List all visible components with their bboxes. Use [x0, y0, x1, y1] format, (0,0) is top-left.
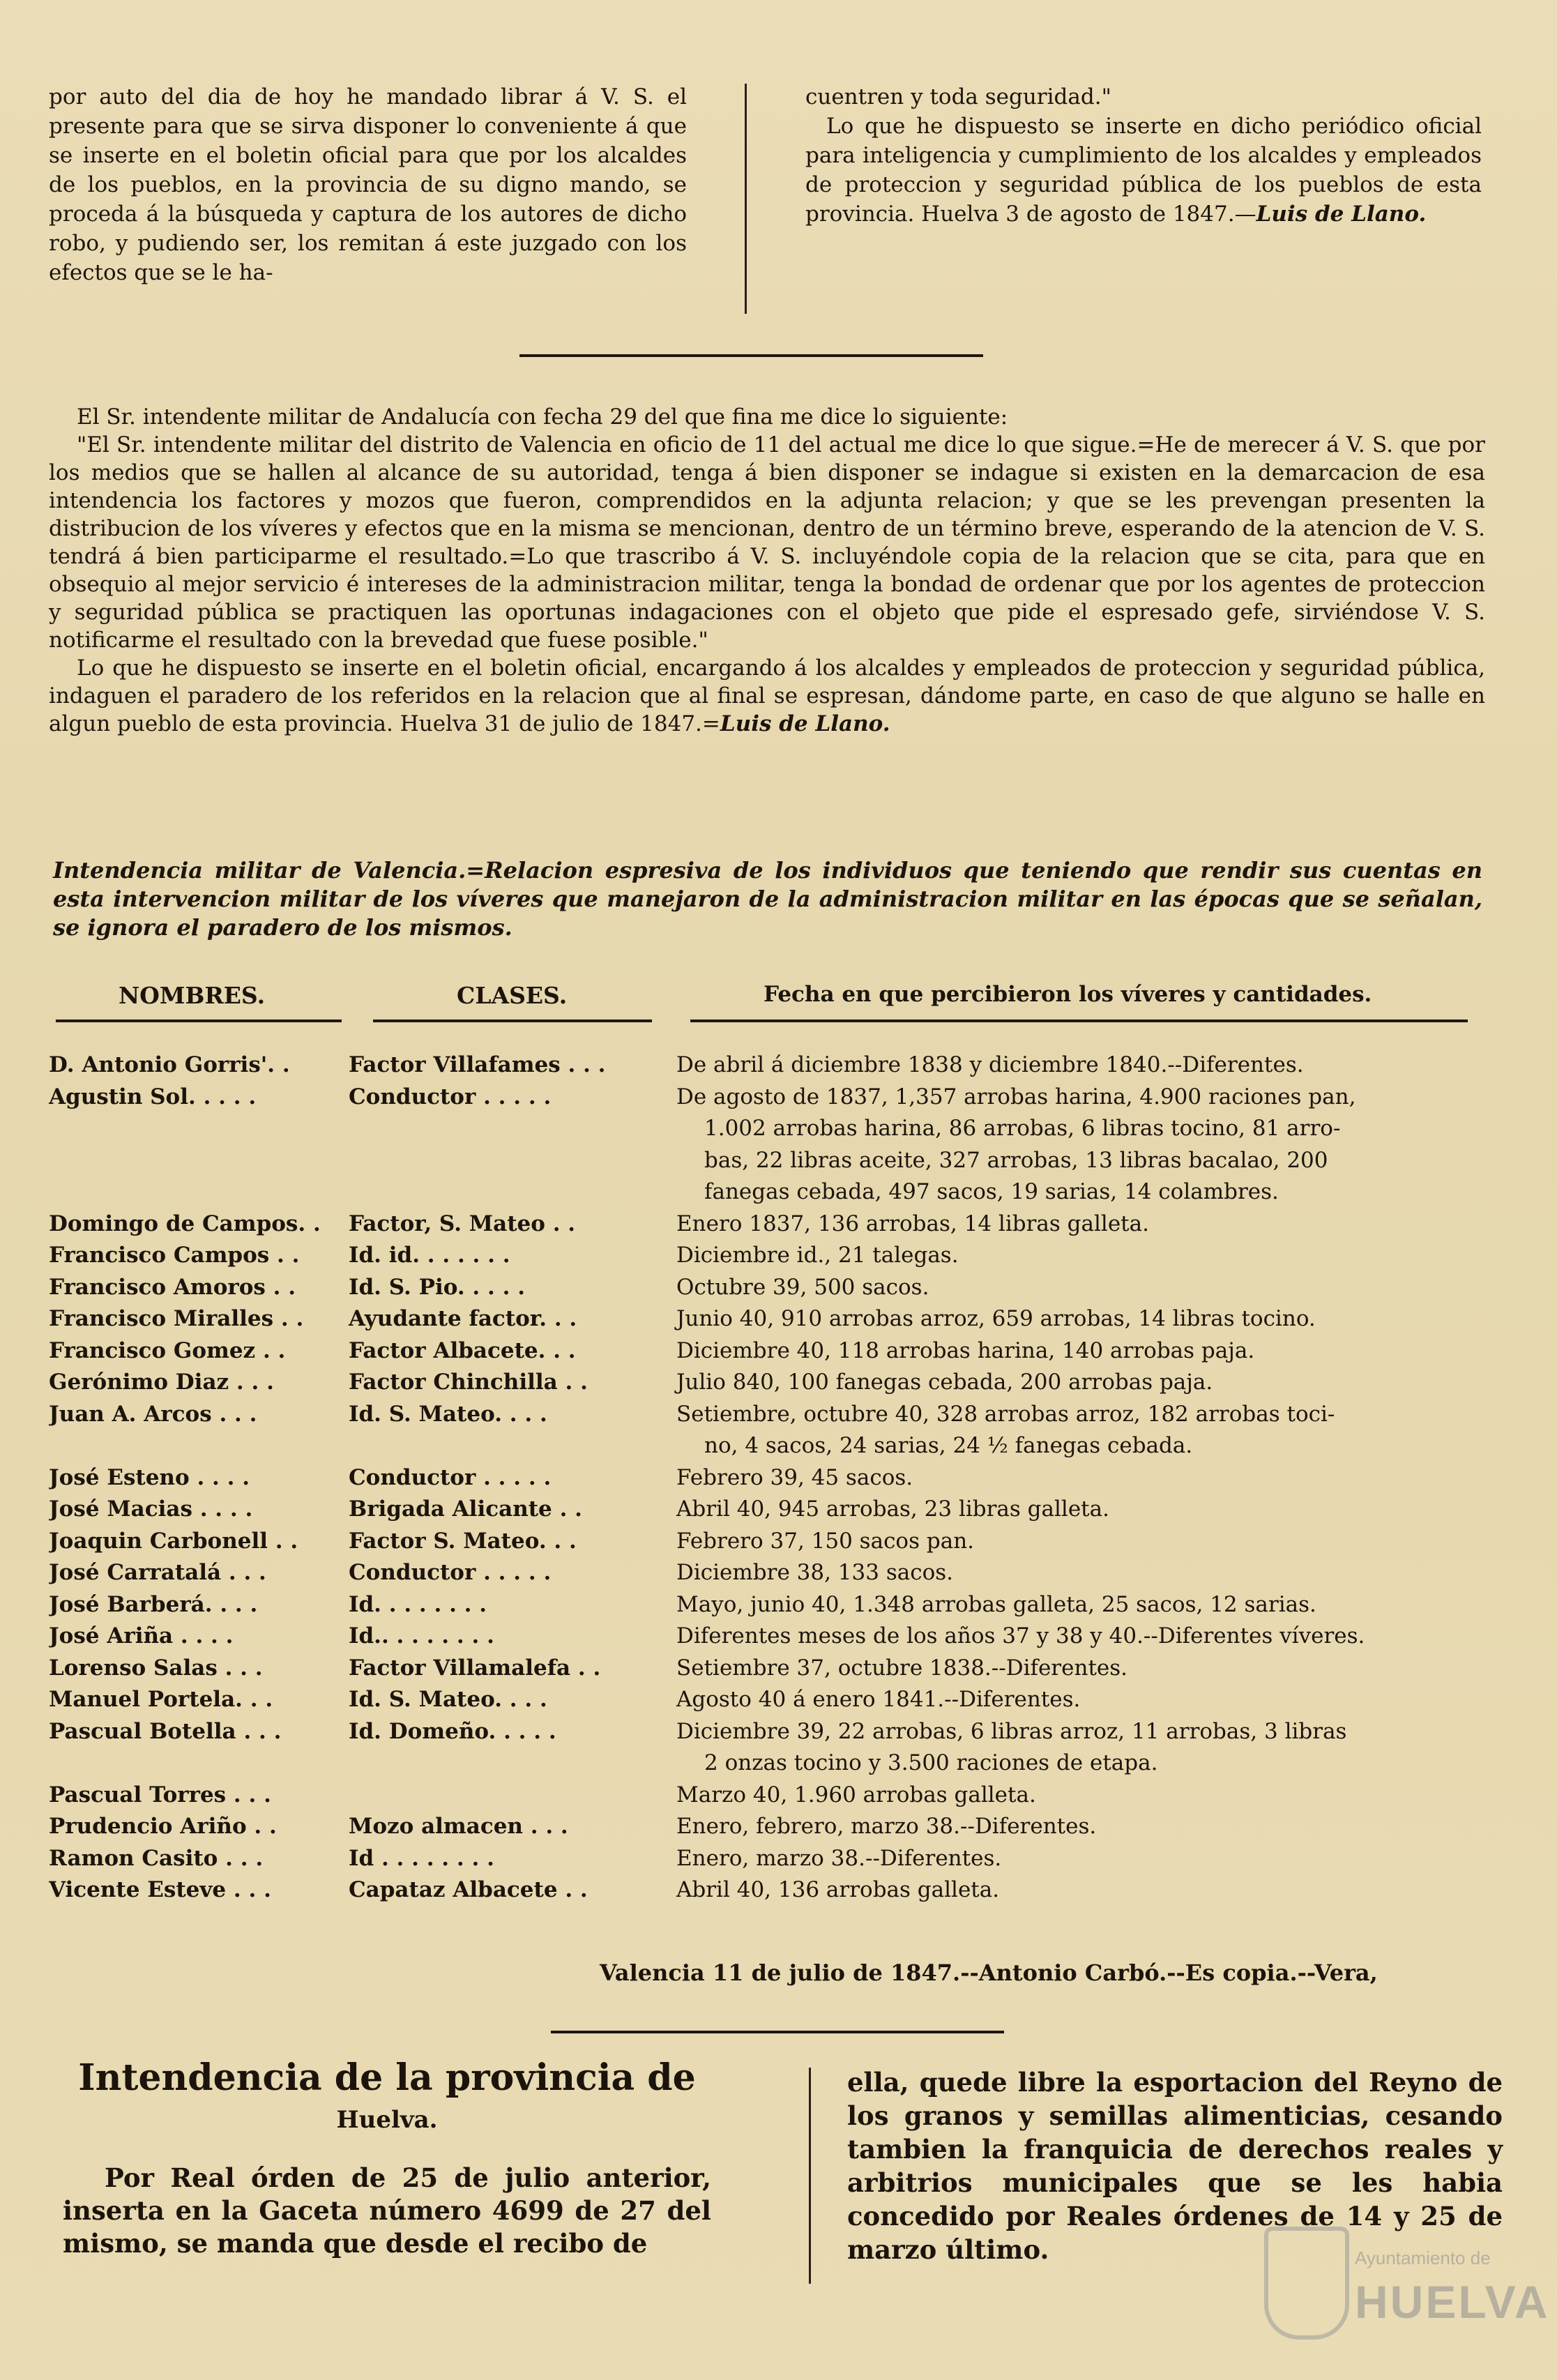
table-row — [49, 1367, 1499, 1399]
row-fecha-line: Enero, febrero, marzo 38.--Diferentes. — [676, 1814, 1097, 1839]
row-fecha-line: Setiembre 37, octubre 1838.--Diferentes. — [676, 1655, 1128, 1681]
row-clase: Id. . . . . . . . — [349, 1591, 487, 1617]
row-fecha-line: Abril 40, 945 arrobas, 23 libras galleta. — [676, 1496, 1109, 1522]
top-right-text: Lo que he dispuesto se inserte en dicho periódico oficial para inteligencia y cumplimiento de los alcaldes y empleados de proteccion y seguridad pública de los pueblos de esta provincia. Huelva 3 de agosto de 1847.— — [805, 114, 1482, 227]
table-row — [49, 1494, 1499, 1526]
row-name: Domingo de Campos. . — [49, 1211, 321, 1236]
row-clase: Id . . . . . . . . — [349, 1845, 494, 1871]
row-fecha-line: Diciembre id., 21 talegas. — [676, 1243, 959, 1268]
row-fecha-line: Junio 40, 910 arrobas arroz, 659 arrobas, 14 libras tocino. — [676, 1306, 1316, 1331]
intendente-p3: Lo que he dispuesto se inserte en el boletin oficial, encargando á los alcaldes y empleados de proteccion y seguridad pública, indaguen el paradero de los referidos en la relacion que al final se espresan, dándome parte, en caso de que alguno se halle en algun pueblo de esta provincia. Huelva 31 de julio de 1847.= — [49, 655, 1485, 736]
row-fecha — [669, 1874, 1499, 1907]
row-name: Francisco Miralles . . — [49, 1306, 304, 1331]
intendente-p3-signature: Luis de Llano. — [720, 711, 890, 736]
row-fecha — [669, 1240, 1499, 1272]
table-row — [49, 1272, 1499, 1304]
row-clase: Factor, S. Mateo . . — [349, 1211, 576, 1236]
row-fecha-line: Mayo, junio 40, 1.348 arrobas galleta, 25 sacos, 12 sarias. — [676, 1591, 1316, 1617]
row-clase: Factor Albacete. . . — [349, 1337, 576, 1363]
row-clase: Brigada Alicante . . — [349, 1496, 582, 1522]
row-fecha-line: fanegas cebada, 497 sacos, 19 sarias, 14 colambres. — [704, 1179, 1279, 1204]
table-row — [49, 1780, 1499, 1812]
row-fecha-line: Marzo 40, 1.960 arrobas galleta. — [676, 1782, 1036, 1807]
table-row — [49, 1526, 1499, 1558]
top-right-column — [805, 82, 1482, 229]
top-left-column — [49, 82, 687, 287]
row-fecha — [669, 1716, 1499, 1780]
table-row — [49, 1653, 1499, 1685]
huelva-right-text: ella, quede libre la esportacion del Reyno de los granos y semillas alimenticias, cesando tambien la franquicia de derechos reales y arbitrios municipales que se les habia concedido por Reales órdenes de 14 y 25 de marzo último. — [847, 2067, 1503, 2265]
row-fecha — [669, 1399, 1499, 1462]
table-signature: Valencia 11 de julio de 1847.--Antonio Carbó.--Es copia.--Vera, — [600, 1960, 1378, 1986]
table-row — [49, 1049, 1499, 1082]
huelva-left-text: Por Real órden de 25 de julio anterior, inserta en la Gaceta número 4699 de 27 del mismo, se manda que desde el recibo de — [63, 2162, 711, 2259]
row-name: Prudencio Ariño . . — [49, 1814, 277, 1839]
row-fecha — [669, 1589, 1499, 1621]
row-fecha-line: Enero, marzo 38.--Diferentes. — [676, 1845, 1002, 1871]
header-underline-nombres — [56, 1020, 342, 1022]
header-underline-clases — [373, 1020, 652, 1022]
row-clase: Factor Chinchilla . . — [349, 1370, 588, 1395]
row-fecha — [669, 1843, 1499, 1875]
row-fecha — [669, 1684, 1499, 1716]
row-fecha — [669, 1494, 1499, 1526]
table-row — [49, 1399, 1499, 1462]
table-row — [49, 1589, 1499, 1621]
row-clase: Factor S. Mateo. . . — [349, 1528, 577, 1554]
row-clase: Id. Domeño. . . . . — [349, 1718, 556, 1744]
intendente-block — [49, 403, 1485, 738]
row-fecha-line: De abril á diciembre 1838 y diciembre 1840.--Diferentes. — [676, 1052, 1304, 1077]
bottom-column-divider — [809, 2068, 811, 2284]
row-name: Gerónimo Diaz . . . — [49, 1370, 274, 1395]
row-fecha-line: Octubre 39, 500 sacos. — [676, 1274, 929, 1300]
section-title: Intendencia de la provincia de — [78, 2056, 696, 2099]
row-fecha-line: Diciembre 38, 133 sacos. — [676, 1560, 954, 1585]
row-clase — [342, 1780, 669, 1812]
row-name: José Macias . . . . — [49, 1496, 253, 1522]
table-row — [49, 1208, 1499, 1241]
table-row — [49, 1240, 1499, 1272]
row-clase: Ayudante factor. . . — [349, 1306, 577, 1331]
row-name: Juan A. Arcos . . . — [49, 1401, 257, 1427]
row-fecha-line: 1.002 arrobas harina, 86 arrobas, 6 libras tocino, 81 arro- — [704, 1116, 1341, 1141]
table-row — [49, 1716, 1499, 1780]
header-fecha: Fecha en que percibieron los víveres y cantidades. — [764, 982, 1372, 1007]
row-fecha-line: bas, 22 libras aceite, 327 arrobas, 13 libras bacalao, 200 — [704, 1147, 1328, 1173]
row-clase: Id. S. Mateo. . . . — [349, 1687, 547, 1712]
header-underline-fecha — [690, 1020, 1468, 1022]
column-divider — [745, 84, 747, 314]
row-name: Francisco Amoros . . — [49, 1274, 296, 1300]
header-nombres: NOMBRES. — [119, 982, 266, 1009]
row-fecha — [669, 1621, 1499, 1653]
row-fecha — [669, 1526, 1499, 1558]
individuals-table — [49, 1049, 1499, 1907]
table-row — [49, 1684, 1499, 1716]
row-clase: Factor Villamalefa . . — [349, 1655, 601, 1681]
row-name: D. Antonio Gorris'. . — [49, 1052, 290, 1077]
section-rule-2 — [551, 2031, 1004, 2033]
row-clase: Factor Villafames . . . — [349, 1052, 606, 1077]
row-fecha — [669, 1653, 1499, 1685]
huelva-left-column — [63, 2162, 711, 2260]
relacion-heading — [53, 856, 1482, 942]
row-name: Ramon Casito . . . — [49, 1845, 264, 1871]
table-row — [49, 1557, 1499, 1589]
table-row — [49, 1811, 1499, 1843]
row-fecha — [669, 1367, 1499, 1399]
row-fecha-line: Agosto 40 á enero 1841.--Diferentes. — [676, 1687, 1081, 1712]
row-name: José Carratalá . . . — [49, 1560, 266, 1585]
row-clase: Id. id. . . . . . . — [349, 1243, 510, 1268]
row-name: Agustin Sol. . . . . — [49, 1084, 257, 1109]
header-clases: CLASES. — [457, 982, 568, 1009]
row-clase: Id.. . . . . . . . — [349, 1623, 494, 1648]
row-clase: Mozo almacen . . . — [349, 1814, 568, 1839]
watermark — [1264, 2220, 1550, 2352]
row-clase: Conductor . . . . . — [349, 1464, 552, 1490]
row-fecha — [669, 1335, 1499, 1367]
row-clase: Conductor . . . . . — [349, 1084, 552, 1109]
row-fecha-line: no, 4 sacos, 24 sarias, 24 ½ fanegas cebada. — [704, 1433, 1193, 1458]
row-fecha-line: Diciembre 40, 118 arrobas harina, 140 arrobas paja. — [676, 1337, 1255, 1363]
table-row — [49, 1335, 1499, 1367]
row-fecha — [669, 1272, 1499, 1304]
row-clase: Id. S. Mateo. . . . — [349, 1401, 547, 1427]
row-name: Vicente Esteve . . . — [49, 1877, 271, 1902]
row-fecha-line: De agosto de 1837, 1,357 arrobas harina, 4.900 raciones pan, — [676, 1084, 1356, 1109]
top-right-line1: cuentren y toda seguridad." — [805, 84, 1111, 109]
row-name: Pascual Botella . . . — [49, 1718, 282, 1744]
row-fecha-line: Diciembre 39, 22 arrobas, 6 libras arroz, 11 arrobas, 3 libras — [676, 1718, 1347, 1744]
section-rule-1 — [519, 354, 983, 357]
intendente-p2: "El Sr. intendente militar del distrito de Valencia en oficio de 11 del actual me dice lo que sigue.=He de merecer á V. S. que por los medios que se hallen al alcance de su autoridad, tenga á bien disponer se indague si existen en la demarcacion de esa intendencia los factores y mozos que fueron, comprendidos en la adjunta relacion; y que se les prevengan presenten la distribucion de los víveres y efectos que en la misma se mencionan, dentro de un término breve, esperando de la atencion de V. S. tendrá á bien participarme el resultado.=Lo que trascribo á V. S. incluyéndole copia de la relacion que se cita, para que en obsequio al mejor servicio é intereses de la administracion militar, tenga la bondad de ordenar que por los agentes de proteccion y seguridad pública se practiquen las oportunas indagaciones con el objeto que pide el espresado gefe, sirviéndose V. S. notificarme el resultado con la brevedad que fuese posible." — [49, 432, 1485, 653]
row-fecha — [669, 1303, 1499, 1335]
row-fecha — [669, 1049, 1499, 1082]
intendente-p1: El Sr. intendente militar de Andalucía con fecha 29 del que fina me dice lo siguiente: — [77, 404, 1008, 430]
row-fecha — [669, 1082, 1499, 1208]
row-name: Francisco Campos . . — [49, 1243, 300, 1268]
top-left-text: por auto del dia de hoy he mandado librar á V. S. el presente para que se sirva disponer lo conveniente á que se inserte en el boletin oficial para que por los alcaldes de los pueblos, en la provincia de su digno mando, se proceda á la búsqueda y captura de los autores de dicho robo, y pudiendo ser, los remitan á este juzgado con los efectos que se le ha- — [49, 84, 687, 285]
row-fecha — [669, 1208, 1499, 1241]
table-row — [49, 1303, 1499, 1335]
row-name: Pascual Torres . . . — [49, 1782, 271, 1807]
coat-of-arms-icon — [1264, 2227, 1349, 2340]
row-fecha-line: Diferentes meses de los años 37 y 38 y 40.--Diferentes víveres. — [676, 1623, 1365, 1648]
row-fecha — [669, 1462, 1499, 1494]
row-fecha — [669, 1811, 1499, 1843]
table-row — [49, 1082, 1499, 1208]
row-name: Francisco Gomez . . — [49, 1337, 286, 1363]
watermark-line1: Ayuntamiento de — [1355, 2248, 1491, 2268]
row-fecha-line: Setiembre, octubre 40, 328 arrobas arroz, 182 arrobas toci- — [676, 1401, 1335, 1427]
section-subtitle: Huelva. — [336, 2106, 438, 2134]
row-fecha — [669, 1780, 1499, 1812]
relacion-text: Intendencia militar de Valencia.=Relacion espresiva de los individuos que teniendo que rendir sus cuentas en esta intervencion militar de los víveres que manejaron de la administracion militar en las épocas que se señalan, se ignora el paradero de los mismos. — [53, 857, 1482, 941]
row-name: José Barberá. . . . — [49, 1591, 258, 1617]
row-name: Lorenso Salas . . . — [49, 1655, 263, 1681]
watermark-line2: HUELVA — [1355, 2276, 1550, 2328]
row-fecha-line: Febrero 37, 150 sacos pan. — [676, 1528, 975, 1554]
row-clase: Conductor . . . . . — [349, 1560, 552, 1585]
table-row — [49, 1874, 1499, 1907]
row-fecha-line: Abril 40, 136 arrobas galleta. — [676, 1877, 1000, 1902]
row-fecha-line: Febrero 39, 45 sacos. — [676, 1464, 913, 1490]
top-right-signature: Luis de Llano. — [1256, 202, 1427, 227]
row-name: José Esteno . . . . — [49, 1464, 250, 1490]
table-row — [49, 1462, 1499, 1494]
row-fecha — [669, 1557, 1499, 1589]
row-fecha-line: 2 onzas tocino y 3.500 raciones de etapa. — [704, 1750, 1158, 1775]
row-name: Joaquin Carbonell . . — [49, 1528, 298, 1554]
row-name: José Ariña . . . . — [49, 1623, 234, 1648]
row-fecha-line: Enero 1837, 136 arrobas, 14 libras galleta. — [676, 1211, 1149, 1236]
row-name: Manuel Portela. . . — [49, 1687, 273, 1712]
table-row — [49, 1843, 1499, 1875]
row-fecha-line: Julio 840, 100 fanegas cebada, 200 arrobas paja. — [676, 1370, 1213, 1395]
table-row — [49, 1621, 1499, 1653]
row-clase: Id. S. Pio. . . . . — [349, 1274, 525, 1300]
row-clase: Capataz Albacete . . — [349, 1877, 588, 1902]
